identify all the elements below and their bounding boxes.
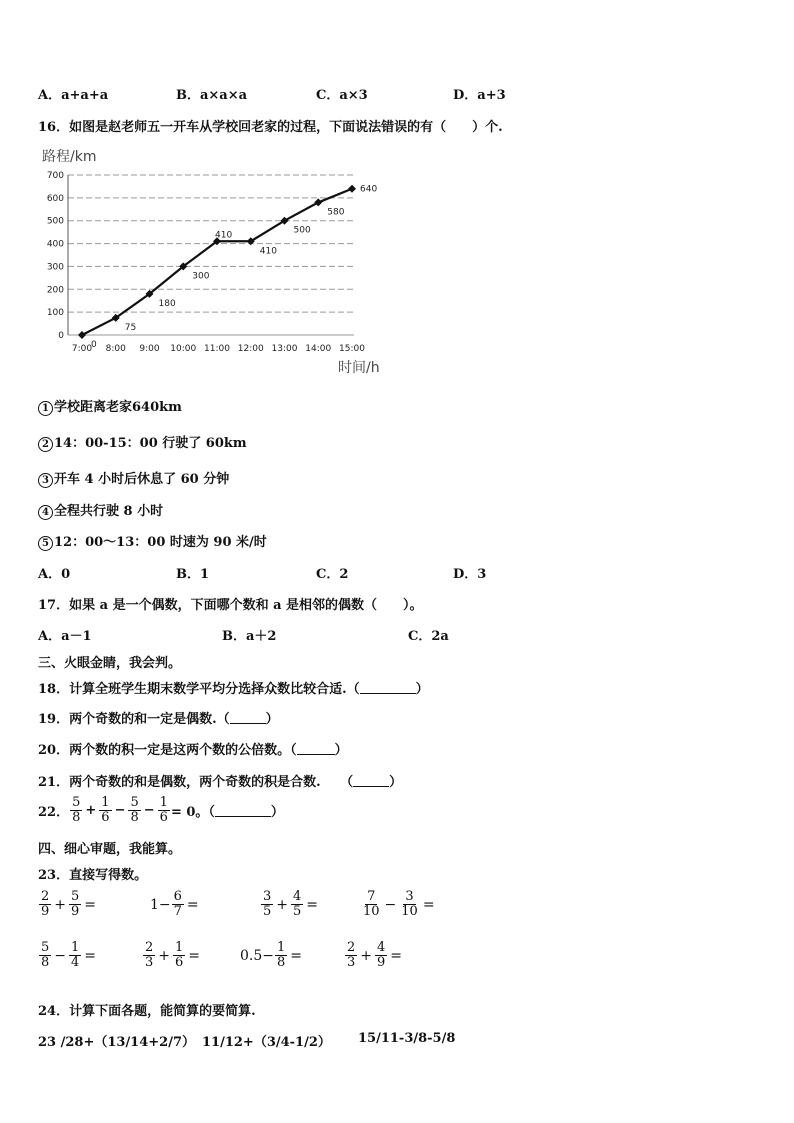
q16-option-d[interactable]: D．3 [453,567,487,582]
question-18: 18．计算全班学生期末数学平均分选择众数比较合适.（ ） [38,682,429,697]
question-24-stem: 24．计算下面各题，能简算的要简算. [38,1004,256,1019]
question-19: 19．两个奇数的和一定是偶数.（ ） [38,712,279,727]
y-tick-label: 0 [58,331,64,341]
calc-item: $\frac{2}{3}$ + $\frac{4}{9}$ = [347,940,403,970]
calc-expression: 23 /28+（13/14+2/7） [38,1035,196,1050]
option-c[interactable]: C．a×3 [316,88,368,103]
answer-blank[interactable] [215,805,271,817]
q17-option-b[interactable]: B．a＋2 [222,629,277,644]
y-tick-label: 600 [46,193,64,204]
question-23-stem: 23．直接写得数。 [38,868,148,883]
x-tick-label: 8:00 [105,344,126,354]
x-tick-label: 12:00 [237,344,264,354]
calc-expression: 11/12+（3/4-1/2） [202,1035,331,1050]
x-tick-label: 14:00 [305,344,332,354]
option-a[interactable]: A．a+a+a [38,88,109,103]
calc-item: 0.5− $\frac{1}{8}$ = [240,940,303,970]
calc-item: $\frac{3}{5}$ + $\frac{4}{5}$ = [263,889,319,919]
data-label: 0 [91,340,97,350]
data-label: 500 [293,225,311,236]
x-tick-label: 7:00 [71,344,93,354]
answer-blank[interactable] [230,712,266,724]
question-22: 22． $\frac{5}{8}$ + $\frac{1}{6}$ − $\frac{5}{8}$ − $\frac{1}{6}$ = 0。（ ） [38,795,284,825]
calc-item: 1− $\frac{6}{7}$ = [150,889,199,919]
y-tick-label: 100 [46,308,64,319]
answer-blank[interactable] [353,775,389,787]
y-tick-label: 700 [46,171,64,181]
circled-number: 2 [38,437,53,452]
answer-blank[interactable] [360,682,416,694]
q16-option-b[interactable]: B．1 [176,567,210,582]
x-tick-label: 15:00 [339,344,365,354]
data-label: 300 [192,271,210,282]
y-tick-label: 400 [46,239,64,250]
fraction: $\frac{5}{8}$ [130,795,139,825]
series-line [82,189,352,335]
y-tick-label: 300 [46,262,64,273]
statement-3: 3 开车 4 小时后休息了 60 分钟 [38,468,229,488]
section-3-heading: 三、火眼金睛，我会判。 [38,656,182,671]
circled-number: 1 [38,401,53,416]
calc-expression: 15/11-3/8-5/8 [358,1031,456,1046]
statement-2: 2 14：00-15：00 行驶了 60km [38,432,247,452]
x-tick-label: 11:00 [204,344,230,354]
data-label: 410 [215,230,233,241]
data-point [314,198,322,206]
data-label: 640 [360,184,378,195]
question-21: 21．两个奇数的和是偶数，两个奇数的积是合数. （ ） [38,775,403,790]
statement-1: 1 学校距离老家640km [38,396,182,416]
statement-5: 5 12：00～13：00 时速为 90 米/时 [38,531,267,551]
fraction: $\frac{5}{8}$ [72,795,81,825]
calc-item: $\frac{5}{8}$ − $\frac{1}{4}$ = [41,940,97,970]
circled-number: 3 [38,473,53,488]
data-label: 580 [327,207,345,218]
calc-item: $\frac{7}{10}$ − $\frac{3}{10}$ = [363,889,435,919]
question-20: 20．两个数的积一定是这两个数的公倍数。（ ） [38,743,348,758]
option-b[interactable]: B．a×a×a [176,88,248,103]
x-tick-label: 9:00 [139,344,160,354]
calc-item: $\frac{2}{9}$ + $\frac{5}{9}$ = [41,889,97,919]
circled-number: 4 [38,505,53,520]
data-label: 75 [124,322,137,333]
statement-4: 4 全程共行驶 8 小时 [38,500,163,520]
q17-option-c[interactable]: C．2a [408,629,449,644]
option-d[interactable]: D．a+3 [453,88,506,103]
answer-blank[interactable] [297,743,335,755]
x-axis-label: 时间/h [338,360,380,376]
q16-option-a[interactable]: A．0 [38,567,71,582]
data-point [348,185,356,193]
section-4-heading: 四、细心审题，我能算。 [38,842,182,857]
x-tick-label: 13:00 [271,344,298,354]
fraction: $\frac{1}{6}$ [159,795,168,825]
calc-item: $\frac{2}{3}$ + $\frac{1}{6}$ = [145,940,201,970]
question-17-stem: 17．如果 a 是一个偶数，下面哪个数和 a 是相邻的偶数（ ）。 [38,598,423,613]
q17-option-a[interactable]: A．a－1 [38,629,92,644]
data-label: 410 [259,246,277,257]
y-axis-label: 路程/km [42,149,97,165]
circled-number: 5 [38,536,53,551]
y-tick-label: 200 [46,285,64,296]
data-point [78,331,86,339]
fraction: $\frac{1}{6}$ [101,795,110,825]
q16-option-c[interactable]: C．2 [316,567,349,582]
x-tick-label: 10:00 [170,344,197,354]
data-label: 180 [158,298,176,309]
question-16-stem: 16．如图是赵老师五一开车从学校回老家的过程，下面说法错误的有（ ）个. [38,120,503,135]
distance-time-chart [30,140,410,380]
y-tick-label: 500 [46,216,64,227]
